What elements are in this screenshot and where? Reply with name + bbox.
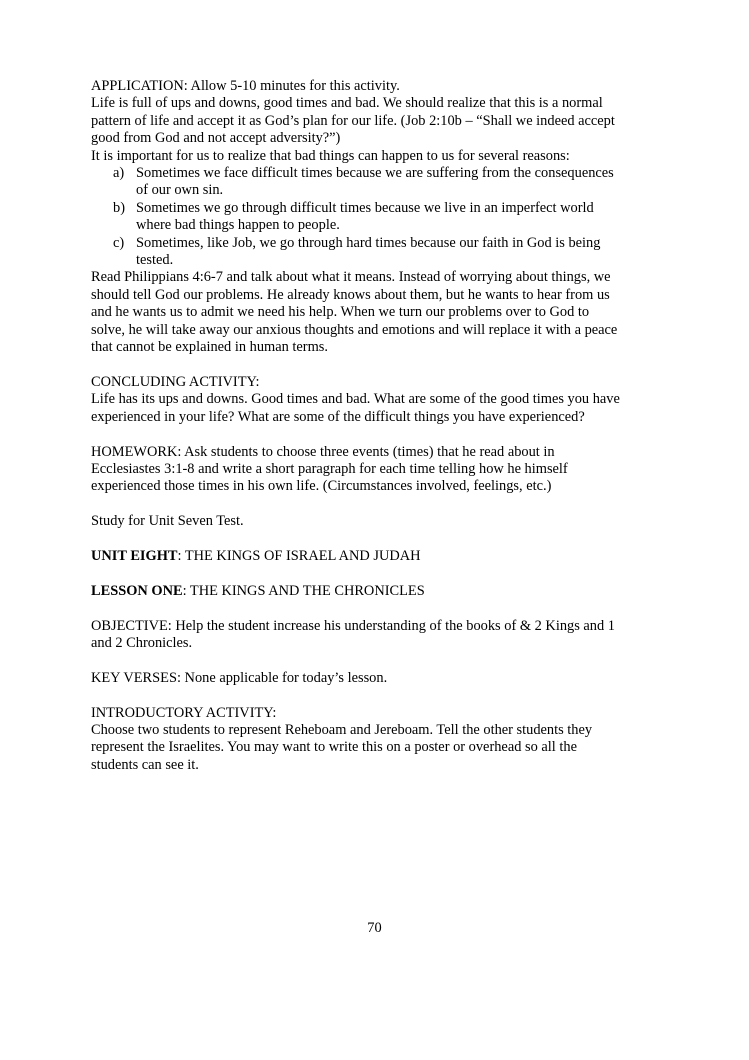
- application-paragraph-2: It is important for us to realize that bad things can happen to us for several reasons:: [91, 147, 570, 164]
- list-item: [91, 200, 621, 235]
- objective-text: OBJECTIVE: Help the student increase his understanding of the books of & 2 Kings and 1 and 2 Chronicles.: [91, 617, 615, 651]
- application-heading: APPLICATION: Allow 5-10 minutes for this activity.: [91, 78, 400, 94]
- page-number: 70: [367, 920, 382, 936]
- study-note: Study for Unit Seven Test.: [91, 513, 244, 530]
- list-marker: b): [113, 199, 125, 216]
- reasons-list: [91, 165, 621, 269]
- concluding-heading: CONCLUDING ACTIVITY:: [91, 373, 260, 390]
- list-item: [91, 235, 621, 270]
- list-marker: a): [113, 165, 125, 182]
- list-item-text: Sometimes we go through difficult times because we live in an imperfect world where bad things happen to people.: [136, 199, 594, 234]
- list-item-text: Sometimes, like Job, we go through hard times because our faith in God is being tested.: [136, 234, 601, 269]
- list-item: [91, 165, 621, 200]
- lesson-heading: [91, 583, 621, 600]
- page-body: [91, 78, 621, 774]
- introductory-text: Choose two students to represent Reheboam and Jereboam. Tell the other students they represent the Israelites. You may want to write this on a poster or overhead so all the students can see it.: [91, 721, 593, 773]
- unit-heading: [91, 548, 621, 565]
- list-item-text: Sometimes we face difficult times because we are suffering from the consequences of our own sin.: [136, 165, 614, 199]
- key-verses-text: KEY VERSES: None applicable for today’s lesson.: [91, 669, 388, 686]
- list-marker: c): [113, 234, 125, 251]
- lesson-title: : THE KINGS AND THE CHRONICLES: [182, 582, 425, 599]
- concluding-text: Life has its ups and downs. Good times and bad. What are some of the good times you have experienced in your life? What are some of the difficult things you have experienced?: [91, 391, 620, 425]
- homework-text: HOMEWORK: Ask students to choose three events (times) that he read about in Ecclesiastes 3:1-8 and write a short paragraph for each time telling how he himself experienced those times in his own life. (Circumstances involved, feelings, etc.): [91, 443, 568, 495]
- lesson-label: LESSON ONE: [91, 582, 183, 599]
- application-paragraph-1: Life is full of ups and downs, good times and bad. We should realize that this is a normal pattern of life and accept it as God’s plan for our life. (Job 2:10b – “Shall we indeed accept good from God and not accept adversity?”): [91, 95, 615, 147]
- introductory-heading: INTRODUCTORY ACTIVITY:: [91, 704, 277, 721]
- unit-label: UNIT EIGHT: [91, 547, 178, 564]
- unit-title: : THE KINGS OF ISRAEL AND JUDAH: [177, 547, 421, 564]
- application-paragraph-3: Read Philippians 4:6-7 and talk about what it means. Instead of worrying about things, we should tell God our problems. He already knows about them, but he wants to hear from us and he wants us to admit we need his help. When we turn our problems over to God to solve, he will take away our anxious thoughts and emotions and will replace it with a peace that cannot be explained in human terms.: [91, 269, 618, 356]
